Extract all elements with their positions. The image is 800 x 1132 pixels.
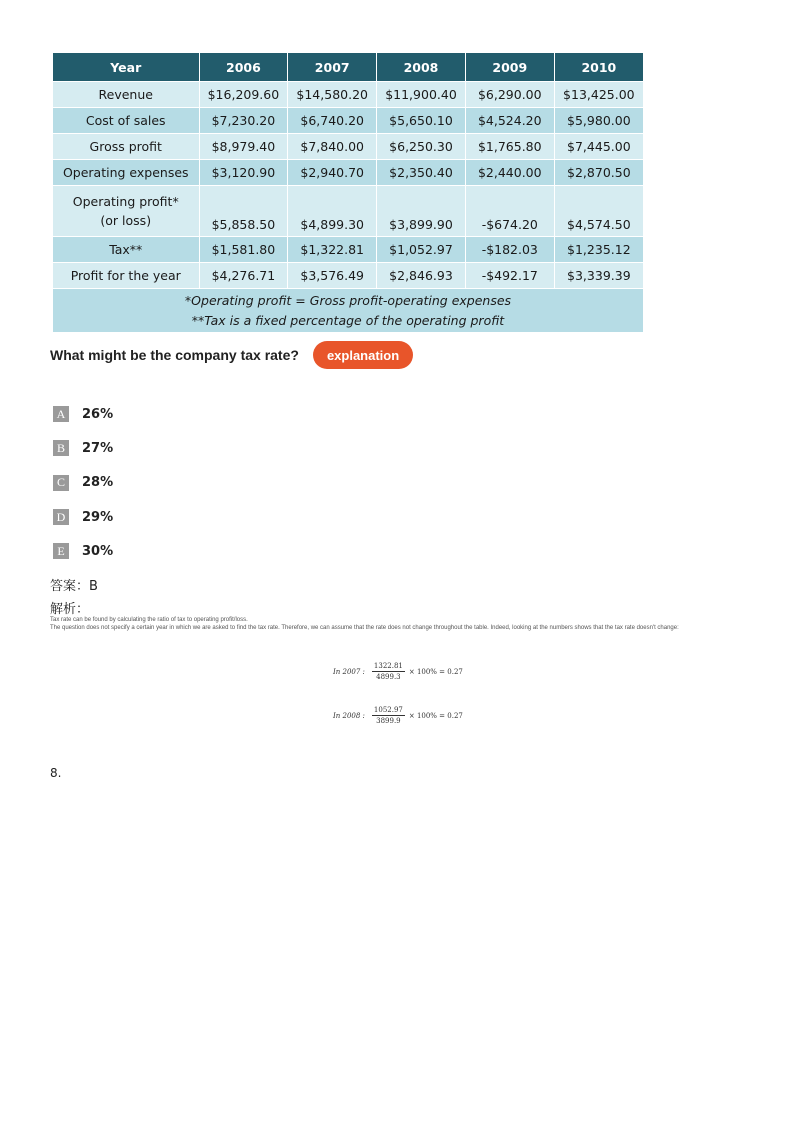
table-cell: $7,840.00 bbox=[288, 134, 377, 160]
formula-denominator: 3899.9 bbox=[376, 717, 401, 725]
formula-denominator: 4899.3 bbox=[376, 673, 401, 681]
analysis-label: 解析： bbox=[50, 602, 90, 617]
table-cell: $8,979.40 bbox=[199, 134, 288, 160]
row-label-line: (or loss) bbox=[100, 213, 152, 228]
table-cell: $3,120.90 bbox=[199, 160, 288, 186]
formula-fraction bbox=[372, 706, 405, 725]
option-text: 29% bbox=[82, 509, 114, 525]
table-cell: $5,858.50 bbox=[199, 186, 288, 237]
table-row-operating-profit bbox=[53, 186, 643, 237]
table-cell: $3,339.39 bbox=[554, 263, 643, 289]
table-cell: $13,425.00 bbox=[554, 82, 643, 108]
row-label-line: Operating profit* bbox=[72, 194, 179, 209]
formula-numerator: 1322.81 bbox=[373, 662, 403, 670]
table-footnotes bbox=[53, 288, 643, 332]
table-cell: $3,899.90 bbox=[377, 186, 466, 237]
table-cell: $2,440.00 bbox=[465, 160, 554, 186]
header-year: 2008 bbox=[377, 53, 466, 82]
formula-numerator: 1052.97 bbox=[373, 706, 403, 714]
formula-label: In 2007 : bbox=[333, 667, 365, 676]
formula-2007 bbox=[333, 662, 463, 681]
table-cell: $7,230.20 bbox=[199, 108, 288, 134]
table-cell: $1,322.81 bbox=[288, 237, 377, 263]
table-row-cost-of-sales bbox=[53, 108, 643, 134]
header-year: 2007 bbox=[288, 53, 377, 82]
table-row-tax bbox=[53, 237, 643, 263]
formula-2008 bbox=[333, 706, 463, 725]
explanation-line: The question does not specify a certain year in which we are asked to find the tax rate. Therefore, we can assume that the rate does not change throughout the table. Indeed, looking at the numbers shows that the tax rate doesn't change: bbox=[50, 624, 679, 631]
row-label: Tax** bbox=[53, 237, 199, 263]
table-cell: $4,574.50 bbox=[554, 186, 643, 237]
option-letter-badge: E bbox=[53, 543, 69, 559]
option-text: 27% bbox=[82, 440, 114, 456]
table-cell: $2,940.70 bbox=[288, 160, 377, 186]
row-label: Operating expenses bbox=[53, 160, 199, 186]
table-row-revenue bbox=[53, 82, 643, 108]
option-c[interactable] bbox=[53, 466, 113, 500]
table-cell: $1,581.80 bbox=[199, 237, 288, 263]
option-letter-badge: B bbox=[53, 440, 69, 456]
table-cell: $4,524.20 bbox=[465, 108, 554, 134]
option-d[interactable] bbox=[53, 500, 113, 534]
answer-options bbox=[53, 397, 113, 568]
table-cell: $6,290.00 bbox=[465, 82, 554, 108]
option-text: 26% bbox=[82, 406, 114, 422]
header-year: 2010 bbox=[554, 53, 643, 82]
footnote-operating-profit: *Operating profit = Gross profit-operating expenses bbox=[184, 293, 512, 308]
option-text: 30% bbox=[82, 543, 114, 559]
table-cell: $1,052.97 bbox=[377, 237, 466, 263]
next-question-number: 8. bbox=[50, 766, 62, 780]
option-letter-badge: D bbox=[53, 509, 69, 525]
header-year: 2009 bbox=[465, 53, 554, 82]
table-cell: $16,209.60 bbox=[199, 82, 288, 108]
question-row bbox=[50, 341, 413, 369]
answer-line: 答案：B bbox=[50, 579, 98, 594]
table-row-gross-profit bbox=[53, 134, 643, 160]
option-letter-badge: C bbox=[53, 475, 69, 491]
row-label: Revenue bbox=[53, 82, 199, 108]
table-row-operating-expenses bbox=[53, 160, 643, 186]
question-text: What might be the company tax rate? bbox=[50, 347, 299, 363]
table-row-profit-for-year bbox=[53, 263, 643, 289]
table-cell: $7,445.00 bbox=[554, 134, 643, 160]
table-cell: $14,580.20 bbox=[288, 82, 377, 108]
option-text: 28% bbox=[82, 475, 114, 491]
table-cell: $3,576.49 bbox=[288, 263, 377, 289]
table-cell: $5,980.00 bbox=[554, 108, 643, 134]
explanation-line: Tax rate can be found by calculating the ratio of tax to operating profit/loss. bbox=[50, 617, 248, 623]
footnote-tax: **Tax is a fixed percentage of the operating profit bbox=[191, 313, 505, 328]
row-label: Cost of sales bbox=[53, 108, 199, 134]
row-label: Gross profit bbox=[53, 134, 199, 160]
formula-label: In 2008 : bbox=[333, 711, 365, 720]
header-year: 2006 bbox=[199, 53, 288, 82]
table-cell: $2,846.93 bbox=[377, 263, 466, 289]
formula-fraction bbox=[372, 662, 405, 681]
row-label bbox=[53, 186, 199, 237]
table-cell: $11,900.40 bbox=[377, 82, 466, 108]
table-cell: -$492.17 bbox=[465, 263, 554, 289]
table-cell: $1,235.12 bbox=[554, 237, 643, 263]
explanation-button[interactable]: explanation bbox=[313, 341, 413, 369]
row-label: Profit for the year bbox=[53, 263, 199, 289]
formula-result: × 100% = 0.27 bbox=[408, 667, 463, 676]
table-cell: $5,650.10 bbox=[377, 108, 466, 134]
formula-result: × 100% = 0.27 bbox=[408, 711, 463, 720]
table-cell: $2,870.50 bbox=[554, 160, 643, 186]
table-cell: $1,765.80 bbox=[465, 134, 554, 160]
table-cell: $2,350.40 bbox=[377, 160, 466, 186]
table-cell: -$182.03 bbox=[465, 237, 554, 263]
header-year-label: Year bbox=[53, 53, 199, 82]
table-header-row bbox=[53, 53, 643, 82]
table-cell: $6,250.30 bbox=[377, 134, 466, 160]
option-a[interactable] bbox=[53, 397, 113, 431]
table-cell: $6,740.20 bbox=[288, 108, 377, 134]
table-cell: -$674.20 bbox=[465, 186, 554, 237]
explanation-text bbox=[50, 617, 740, 632]
table-cell: $4,276.71 bbox=[199, 263, 288, 289]
option-letter-badge: A bbox=[53, 406, 69, 422]
financial-table bbox=[53, 53, 643, 288]
option-b[interactable] bbox=[53, 431, 113, 465]
financial-table-container bbox=[53, 53, 643, 332]
table-cell: $4,899.30 bbox=[288, 186, 377, 237]
option-e[interactable] bbox=[53, 534, 113, 568]
